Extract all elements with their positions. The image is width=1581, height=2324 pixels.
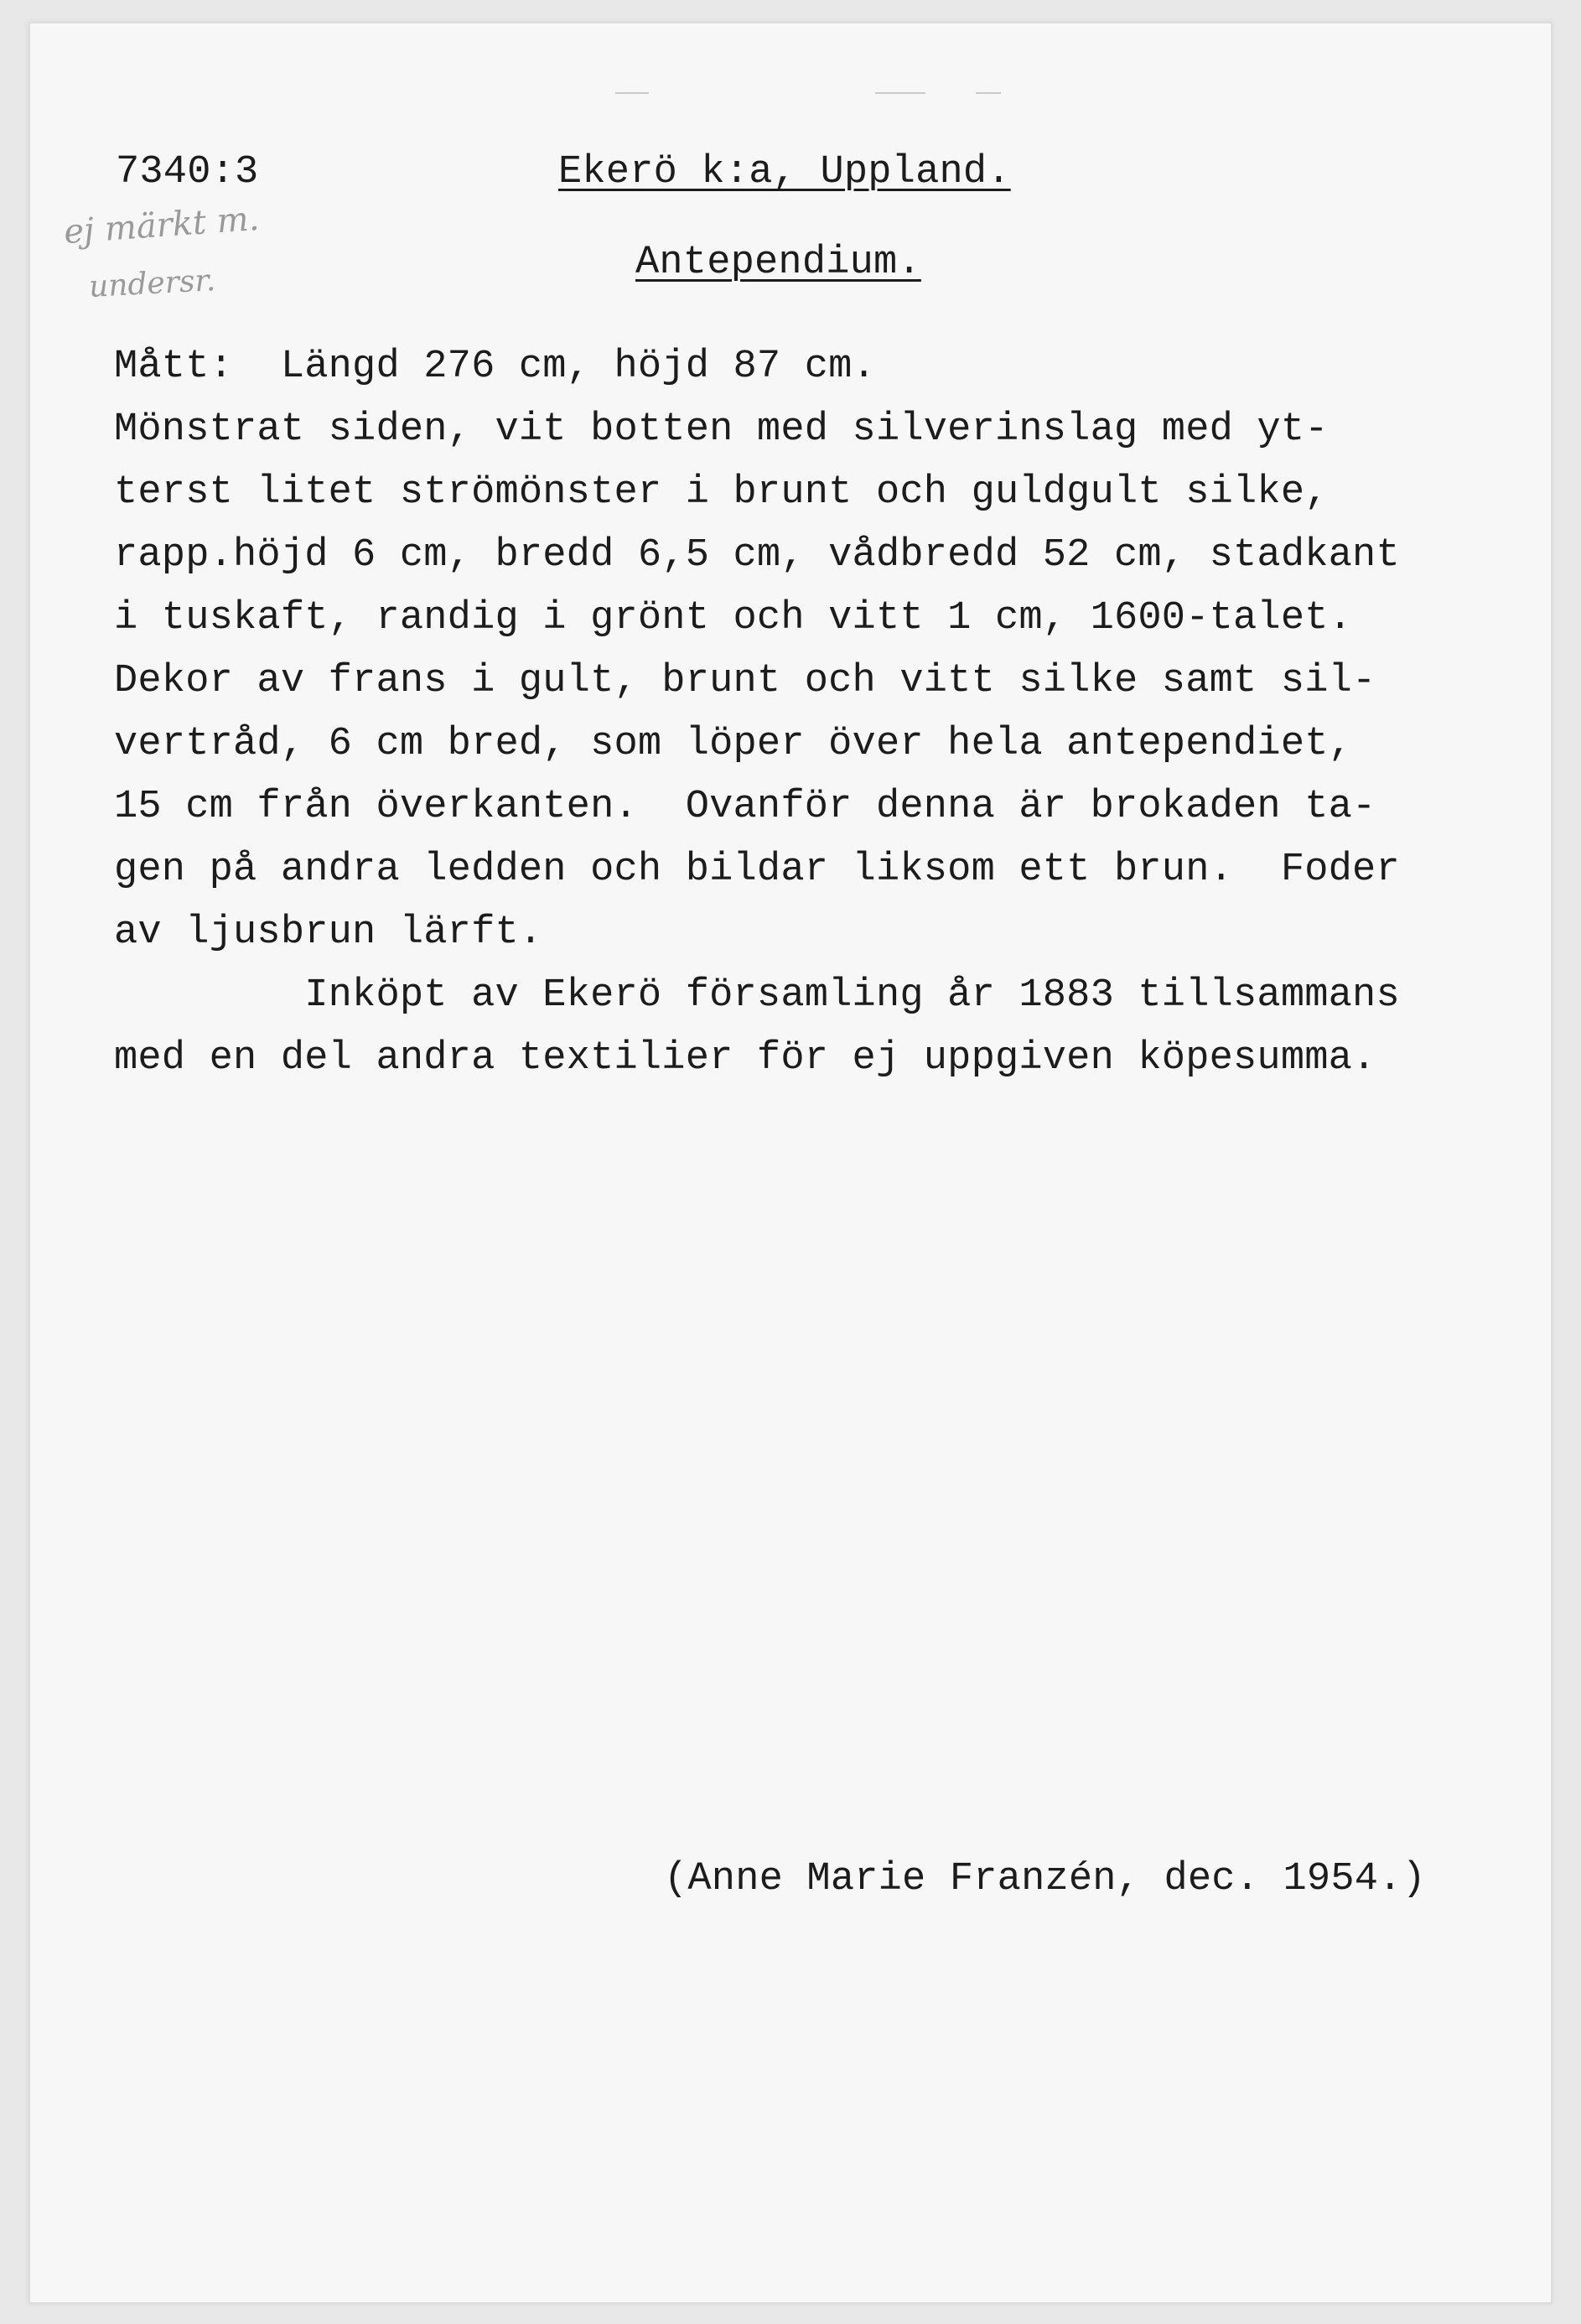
body-line: gen på andra ledden och bildar liksom ett brun. Foder	[114, 848, 1400, 892]
body-line: vertråd, 6 cm bred, som löper över hela antependiet,	[114, 722, 1353, 766]
body-line: Mönstrat siden, vit botten med silverinslag med yt-	[114, 407, 1329, 452]
body-line: rapp.höjd 6 cm, bredd 6,5 cm, vådbredd 52 cm, stadkant	[114, 533, 1400, 578]
body-line: Dekor av frans i gult, brunt och vitt silke samt sil-	[114, 659, 1376, 703]
scan-speck	[875, 92, 925, 94]
handwritten-note-line1: ej märkt m.	[62, 199, 261, 252]
scan-speck	[615, 92, 649, 94]
body-line: av ljusbrun lärft.	[114, 910, 543, 955]
signature-line: (Anne Marie Franzén, dec. 1954.)	[664, 1857, 1426, 1901]
catalog-number: 7340:3	[116, 150, 259, 195]
body-line: terst litet strömönster i brunt och guldgult silke,	[114, 470, 1329, 515]
location-heading: Ekerö k:a, Uppland.	[558, 150, 1011, 195]
body-line: Mått: Längd 276 cm, höjd 87 cm.	[114, 345, 876, 389]
handwritten-note-line2: undersr.	[88, 263, 217, 304]
body-line: 15 cm från överkanten. Ovanför denna är brokaden ta-	[114, 785, 1376, 829]
object-title: Antependium.	[635, 241, 921, 285]
body-line: i tuskaft, randig i grönt och vitt 1 cm, 1600-talet.	[114, 596, 1353, 641]
catalog-card	[29, 22, 1552, 2304]
scan-speck	[976, 92, 1001, 94]
body-line: Inköpt av Ekerö församling år 1883 tillsammans	[114, 973, 1400, 1018]
body-line: med en del andra textilier för ej uppgiven köpesumma.	[114, 1036, 1376, 1081]
